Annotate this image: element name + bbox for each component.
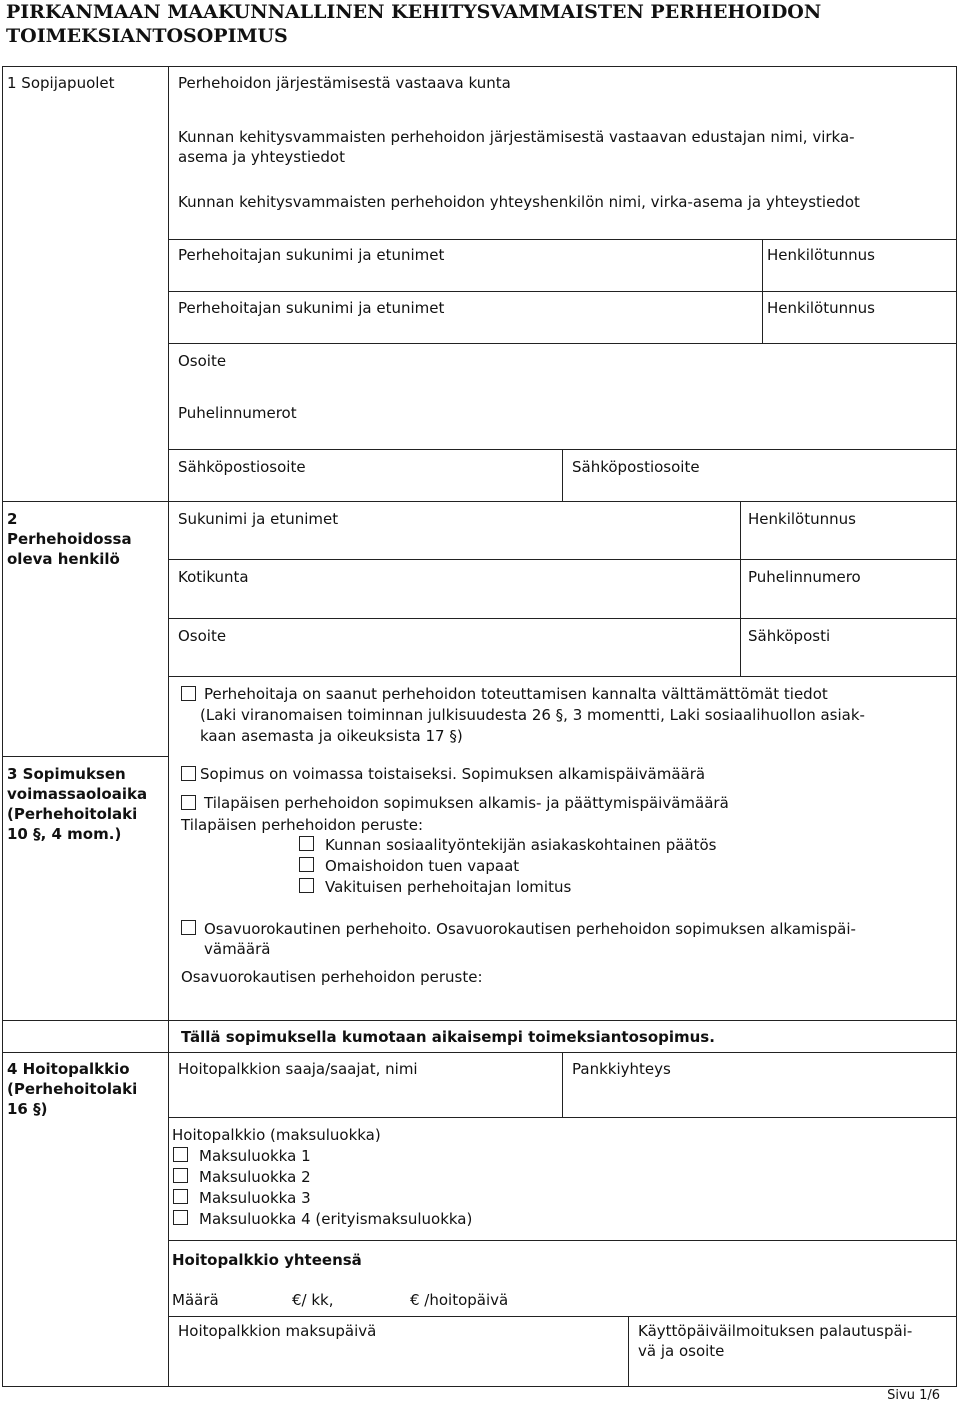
tilapainen-checkbox[interactable] [181, 795, 196, 810]
tilapainen-peruste-label: Tilapäisen perhehoidon peruste: [181, 816, 424, 834]
field-label-henkilotunnus-2: Henkilötunnus [767, 299, 875, 317]
per-day-label: € /hoitopäivä [410, 1291, 509, 1309]
maksuluokka-3-label: Maksuluokka 3 [199, 1189, 311, 1207]
page-number: Sivu 1/6 [887, 1388, 940, 1403]
section-3-heading-line4: 10 §, 4 mom.) [7, 825, 122, 843]
field-label-saaja: Hoitopalkkion saaja/saajat, nimi [178, 1060, 418, 1078]
osavuoro-peruste-label: Osavuorokautisen perhehoidon peruste: [181, 968, 483, 986]
field-label-perhehoitaja-1: Perhehoitajan sukunimi ja etunimet [178, 246, 445, 264]
peruste-option-2-checkbox[interactable] [299, 857, 314, 872]
maksuluokka-3-checkbox[interactable] [173, 1189, 188, 1204]
field-label-edustaja-line2: asema ja yhteystiedot [178, 148, 345, 166]
hoitopalkkio-yhteensa-label: Hoitopalkkio yhteensä [172, 1251, 362, 1269]
tilapainen-label: Tilapäisen perhehoidon sopimuksen alkamis- ja päättymispäivämäärä [204, 794, 729, 812]
section-4-heading-line2: (Perhehoitolaki [7, 1080, 138, 1098]
osavuoro-checkbox[interactable] [181, 920, 196, 935]
field-label-kayttopaiva-line1: Käyttöpäiväilmoituksen palautuspäi- [638, 1322, 913, 1340]
field-label-sahkoposti-1: Sähköpostiosoite [178, 458, 306, 476]
field-label-kotikunta: Kotikunta [178, 568, 249, 586]
field-label-puhelinnumerot: Puhelinnumerot [178, 404, 297, 422]
maksuluokka-2-checkbox[interactable] [173, 1168, 188, 1183]
toistaiseksi-label: Sopimus on voimassa toistaiseksi. Sopimuksen alkamispäivämäärä [200, 765, 706, 783]
field-label-osoite: Osoite [178, 627, 227, 645]
peruste-option-3-checkbox[interactable] [299, 878, 314, 893]
peruste-option-1-label: Kunnan sosiaalityöntekijän asiakaskohtainen päätös [325, 836, 717, 854]
section-3-heading-line2: voimassaoloaika [7, 785, 148, 803]
tiedot-checkbox[interactable] [181, 686, 196, 701]
section-2-heading-line2: Perhehoidossa [7, 530, 132, 548]
toistaiseksi-checkbox[interactable] [181, 766, 196, 781]
maksuluokka-label: Hoitopalkkio (maksuluokka) [172, 1126, 381, 1144]
tiedot-line2: (Laki viranomaisen toiminnan julkisuudesta 26 §, 3 momentti, Laki sosiaalihuollon asiak- [200, 706, 865, 724]
field-label-maksupaiva: Hoitopalkkion maksupäivä [178, 1322, 377, 1340]
field-label-edustaja-line1: Kunnan kehitysvammaisten perhehoidon järjestämisestä vastaavan edustajan nimi, virka- [178, 128, 855, 146]
osavuoro-line2: vämäärä [204, 940, 271, 958]
peruste-option-1-checkbox[interactable] [299, 836, 314, 851]
peruste-option-2-label: Omaishoidon tuen vapaat [325, 857, 520, 875]
tiedot-line1: Perhehoitaja on saanut perhehoidon toteuttamisen kannalta välttämättömät tiedot [204, 685, 828, 703]
section-divider [2, 501, 957, 502]
peruste-option-3-label: Vakituisen perhehoitajan lomitus [325, 878, 572, 896]
field-label-kunta: Perhehoidon järjestämisestä vastaava kunta [178, 74, 511, 92]
section-4-heading-line1: 4 Hoitopalkkio [7, 1060, 130, 1078]
section-3-heading-line3: (Perhehoitolaki [7, 805, 138, 823]
label-column-divider [168, 66, 169, 1387]
section-2-heading-line1: 2 [7, 510, 18, 528]
field-label-henkilotunnus: Henkilötunnus [748, 510, 856, 528]
section-divider [2, 1020, 957, 1021]
document-title [6, 0, 821, 48]
per-month-label: €/ kk, [292, 1291, 334, 1309]
section-4-heading-line3: 16 §) [7, 1100, 48, 1118]
maksuluokka-1-checkbox[interactable] [173, 1147, 188, 1162]
maksuluokka-2-label: Maksuluokka 2 [199, 1168, 311, 1186]
kumotaan-notice: Tällä sopimuksella kumotaan aikaisempi toimeksiantosopimus. [181, 1028, 715, 1046]
maksuluokka-4-label: Maksuluokka 4 (erityismaksuluokka) [199, 1210, 473, 1228]
section-divider [2, 756, 168, 757]
field-label-perhehoitaja-2: Perhehoitajan sukunimi ja etunimet [178, 299, 445, 317]
section-divider [2, 1052, 957, 1053]
field-label-osoite: Osoite [178, 352, 227, 370]
title-line-2: TOIMEKSIANTOSOPIMUS [6, 25, 288, 47]
field-label-kayttopaiva-line2: vä ja osoite [638, 1342, 725, 1360]
field-label-puhelinnumero: Puhelinnumero [748, 568, 861, 586]
maksuluokka-4-checkbox[interactable] [173, 1210, 188, 1225]
maksuluokka-1-label: Maksuluokka 1 [199, 1147, 311, 1165]
osavuoro-line1: Osavuorokautinen perhehoito. Osavuorokautisen perhehoidon sopimuksen alkamispäi- [204, 920, 856, 938]
field-label-pankkiyhteys: Pankkiyhteys [572, 1060, 671, 1078]
section-2-heading-line3: oleva henkilö [7, 550, 120, 568]
field-label-sahkoposti: Sähköposti [748, 627, 831, 645]
section-3-heading-line1: 3 Sopimuksen [7, 765, 126, 783]
title-line-1: PIRKANMAAN MAAKUNNALLINEN KEHITYSVAMMAISTEN PERHEHOIDON [6, 1, 822, 23]
maara-label: Määrä [172, 1291, 219, 1309]
tiedot-line3: kaan asemasta ja oikeuksista 17 §) [200, 727, 463, 745]
field-label-henkilotunnus-1: Henkilötunnus [767, 246, 875, 264]
field-label-yhteyshenkilo: Kunnan kehitysvammaisten perhehoidon yhteyshenkilön nimi, virka-asema ja yhteystiedot [178, 193, 860, 211]
field-label-nimi: Sukunimi ja etunimet [178, 510, 339, 528]
field-label-sahkoposti-2: Sähköpostiosoite [572, 458, 700, 476]
section-1-heading: 1 Sopijapuolet [7, 74, 115, 92]
